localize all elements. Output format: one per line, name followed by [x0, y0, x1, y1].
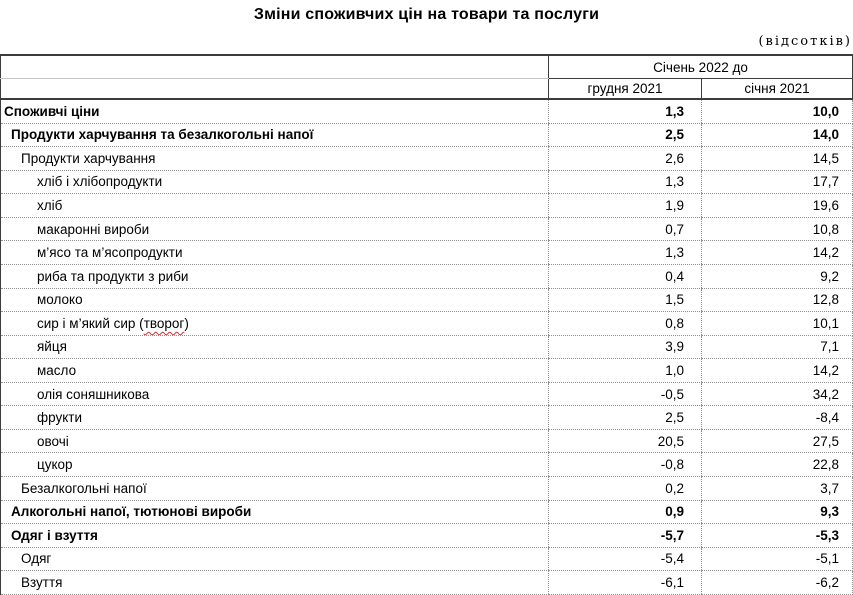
value-vs-december-2021: -5,4: [549, 547, 702, 571]
value-vs-january-2021: 10,8: [702, 217, 853, 241]
value-vs-january-2021: 3,7: [702, 477, 853, 501]
value-vs-january-2021: 9,2: [702, 264, 853, 288]
value-vs-january-2021: 14,2: [702, 359, 853, 383]
row-label: Споживчі ціни: [1, 99, 549, 123]
value-vs-december-2021: -0,5: [549, 382, 702, 406]
table-row: [1, 335, 853, 359]
table-row: [1, 524, 853, 548]
value-vs-january-2021: 14,0: [702, 123, 853, 147]
value-vs-january-2021: 27,5: [702, 429, 853, 453]
value-vs-january-2021: 22,8: [702, 453, 853, 477]
consumer-price-table: [0, 54, 853, 595]
table-row: [1, 288, 853, 312]
header-col-vs-january: січня 2021: [702, 79, 853, 100]
row-label: риба та продукти з риби: [1, 264, 549, 288]
value-vs-december-2021: 1,9: [549, 194, 702, 218]
header-empty-cell: [1, 55, 549, 79]
value-vs-december-2021: 3,9: [549, 335, 702, 359]
value-vs-december-2021: 2,5: [549, 123, 702, 147]
table-row: [1, 217, 853, 241]
table-row: [1, 170, 853, 194]
value-vs-december-2021: -0,8: [549, 453, 702, 477]
value-vs-december-2021: 2,6: [549, 147, 702, 171]
table-row: [1, 123, 853, 147]
page-title: Зміни споживчих цін на товари та послуги: [253, 6, 600, 23]
table-row: [1, 500, 853, 524]
value-vs-january-2021: -6,2: [702, 571, 853, 595]
table-row: [1, 477, 853, 501]
table-row: [1, 194, 853, 218]
value-vs-december-2021: 2,5: [549, 406, 702, 430]
value-vs-january-2021: 12,8: [702, 288, 853, 312]
value-vs-december-2021: 0,8: [549, 312, 702, 336]
header-empty-cell-2: [1, 79, 549, 100]
value-vs-january-2021: -5,1: [702, 547, 853, 571]
value-vs-december-2021: 0,7: [549, 217, 702, 241]
header-period-span: Січень 2022 до: [549, 55, 853, 79]
value-vs-december-2021: 1,3: [549, 99, 702, 123]
table-row: [1, 382, 853, 406]
table-row: [1, 312, 853, 336]
row-label: молоко: [1, 288, 549, 312]
spellcheck-underline: творог: [143, 315, 185, 331]
table-row: [1, 571, 853, 595]
row-label: Одяг: [1, 547, 549, 571]
value-vs-january-2021: 14,5: [702, 147, 853, 171]
row-label: сир і м’який сир (творог): [1, 312, 549, 336]
table-row: [1, 264, 853, 288]
value-vs-december-2021: 0,4: [549, 264, 702, 288]
table-body: [1, 99, 853, 594]
value-vs-december-2021: -5,7: [549, 524, 702, 548]
value-vs-december-2021: 1,0: [549, 359, 702, 383]
value-vs-january-2021: 14,2: [702, 241, 853, 265]
row-label: Взуття: [1, 571, 549, 595]
value-vs-january-2021: 17,7: [702, 170, 853, 194]
value-vs-january-2021: 34,2: [702, 382, 853, 406]
units-note: (відсотків): [758, 34, 852, 49]
row-label: Продукти харчування та безалкогольні напої: [1, 123, 549, 147]
table-row: [1, 406, 853, 430]
value-vs-december-2021: 20,5: [549, 429, 702, 453]
value-vs-december-2021: 1,5: [549, 288, 702, 312]
row-label: масло: [1, 359, 549, 383]
table-row: [1, 547, 853, 571]
header-col-vs-december: грудня 2021: [549, 79, 702, 100]
value-vs-december-2021: 1,3: [549, 241, 702, 265]
value-vs-december-2021: 0,9: [549, 500, 702, 524]
value-vs-january-2021: 10,0: [702, 99, 853, 123]
row-label: фрукти: [1, 406, 549, 430]
table-row: [1, 429, 853, 453]
value-vs-december-2021: 1,3: [549, 170, 702, 194]
value-vs-january-2021: -5,3: [702, 524, 853, 548]
table-row: [1, 147, 853, 171]
value-vs-january-2021: 9,3: [702, 500, 853, 524]
row-label: Безалкогольні напої: [1, 477, 549, 501]
value-vs-january-2021: 7,1: [702, 335, 853, 359]
value-vs-december-2021: -6,1: [549, 571, 702, 595]
header-row-span: [1, 55, 853, 79]
value-vs-january-2021: 19,6: [702, 194, 853, 218]
row-label: овочі: [1, 429, 549, 453]
row-label: м’ясо та м’ясопродукти: [1, 241, 549, 265]
row-label: макаронні вироби: [1, 217, 549, 241]
row-label: яйця: [1, 335, 549, 359]
table-row: [1, 453, 853, 477]
table-row: [1, 359, 853, 383]
row-label: Алкогольні напої, тютюнові вироби: [1, 500, 549, 524]
value-vs-december-2021: 0,2: [549, 477, 702, 501]
row-label: Продукти харчування: [1, 147, 549, 171]
row-label: хліб: [1, 194, 549, 218]
row-label: Одяг і взуття: [1, 524, 549, 548]
table-row: [1, 99, 853, 123]
value-vs-january-2021: -8,4: [702, 406, 853, 430]
row-label: цукор: [1, 453, 549, 477]
table-row: [1, 241, 853, 265]
row-label: хліб і хлібопродукти: [1, 170, 549, 194]
value-vs-january-2021: 10,1: [702, 312, 853, 336]
header-row-columns: [1, 79, 853, 100]
row-label: олія соняшникова: [1, 382, 549, 406]
